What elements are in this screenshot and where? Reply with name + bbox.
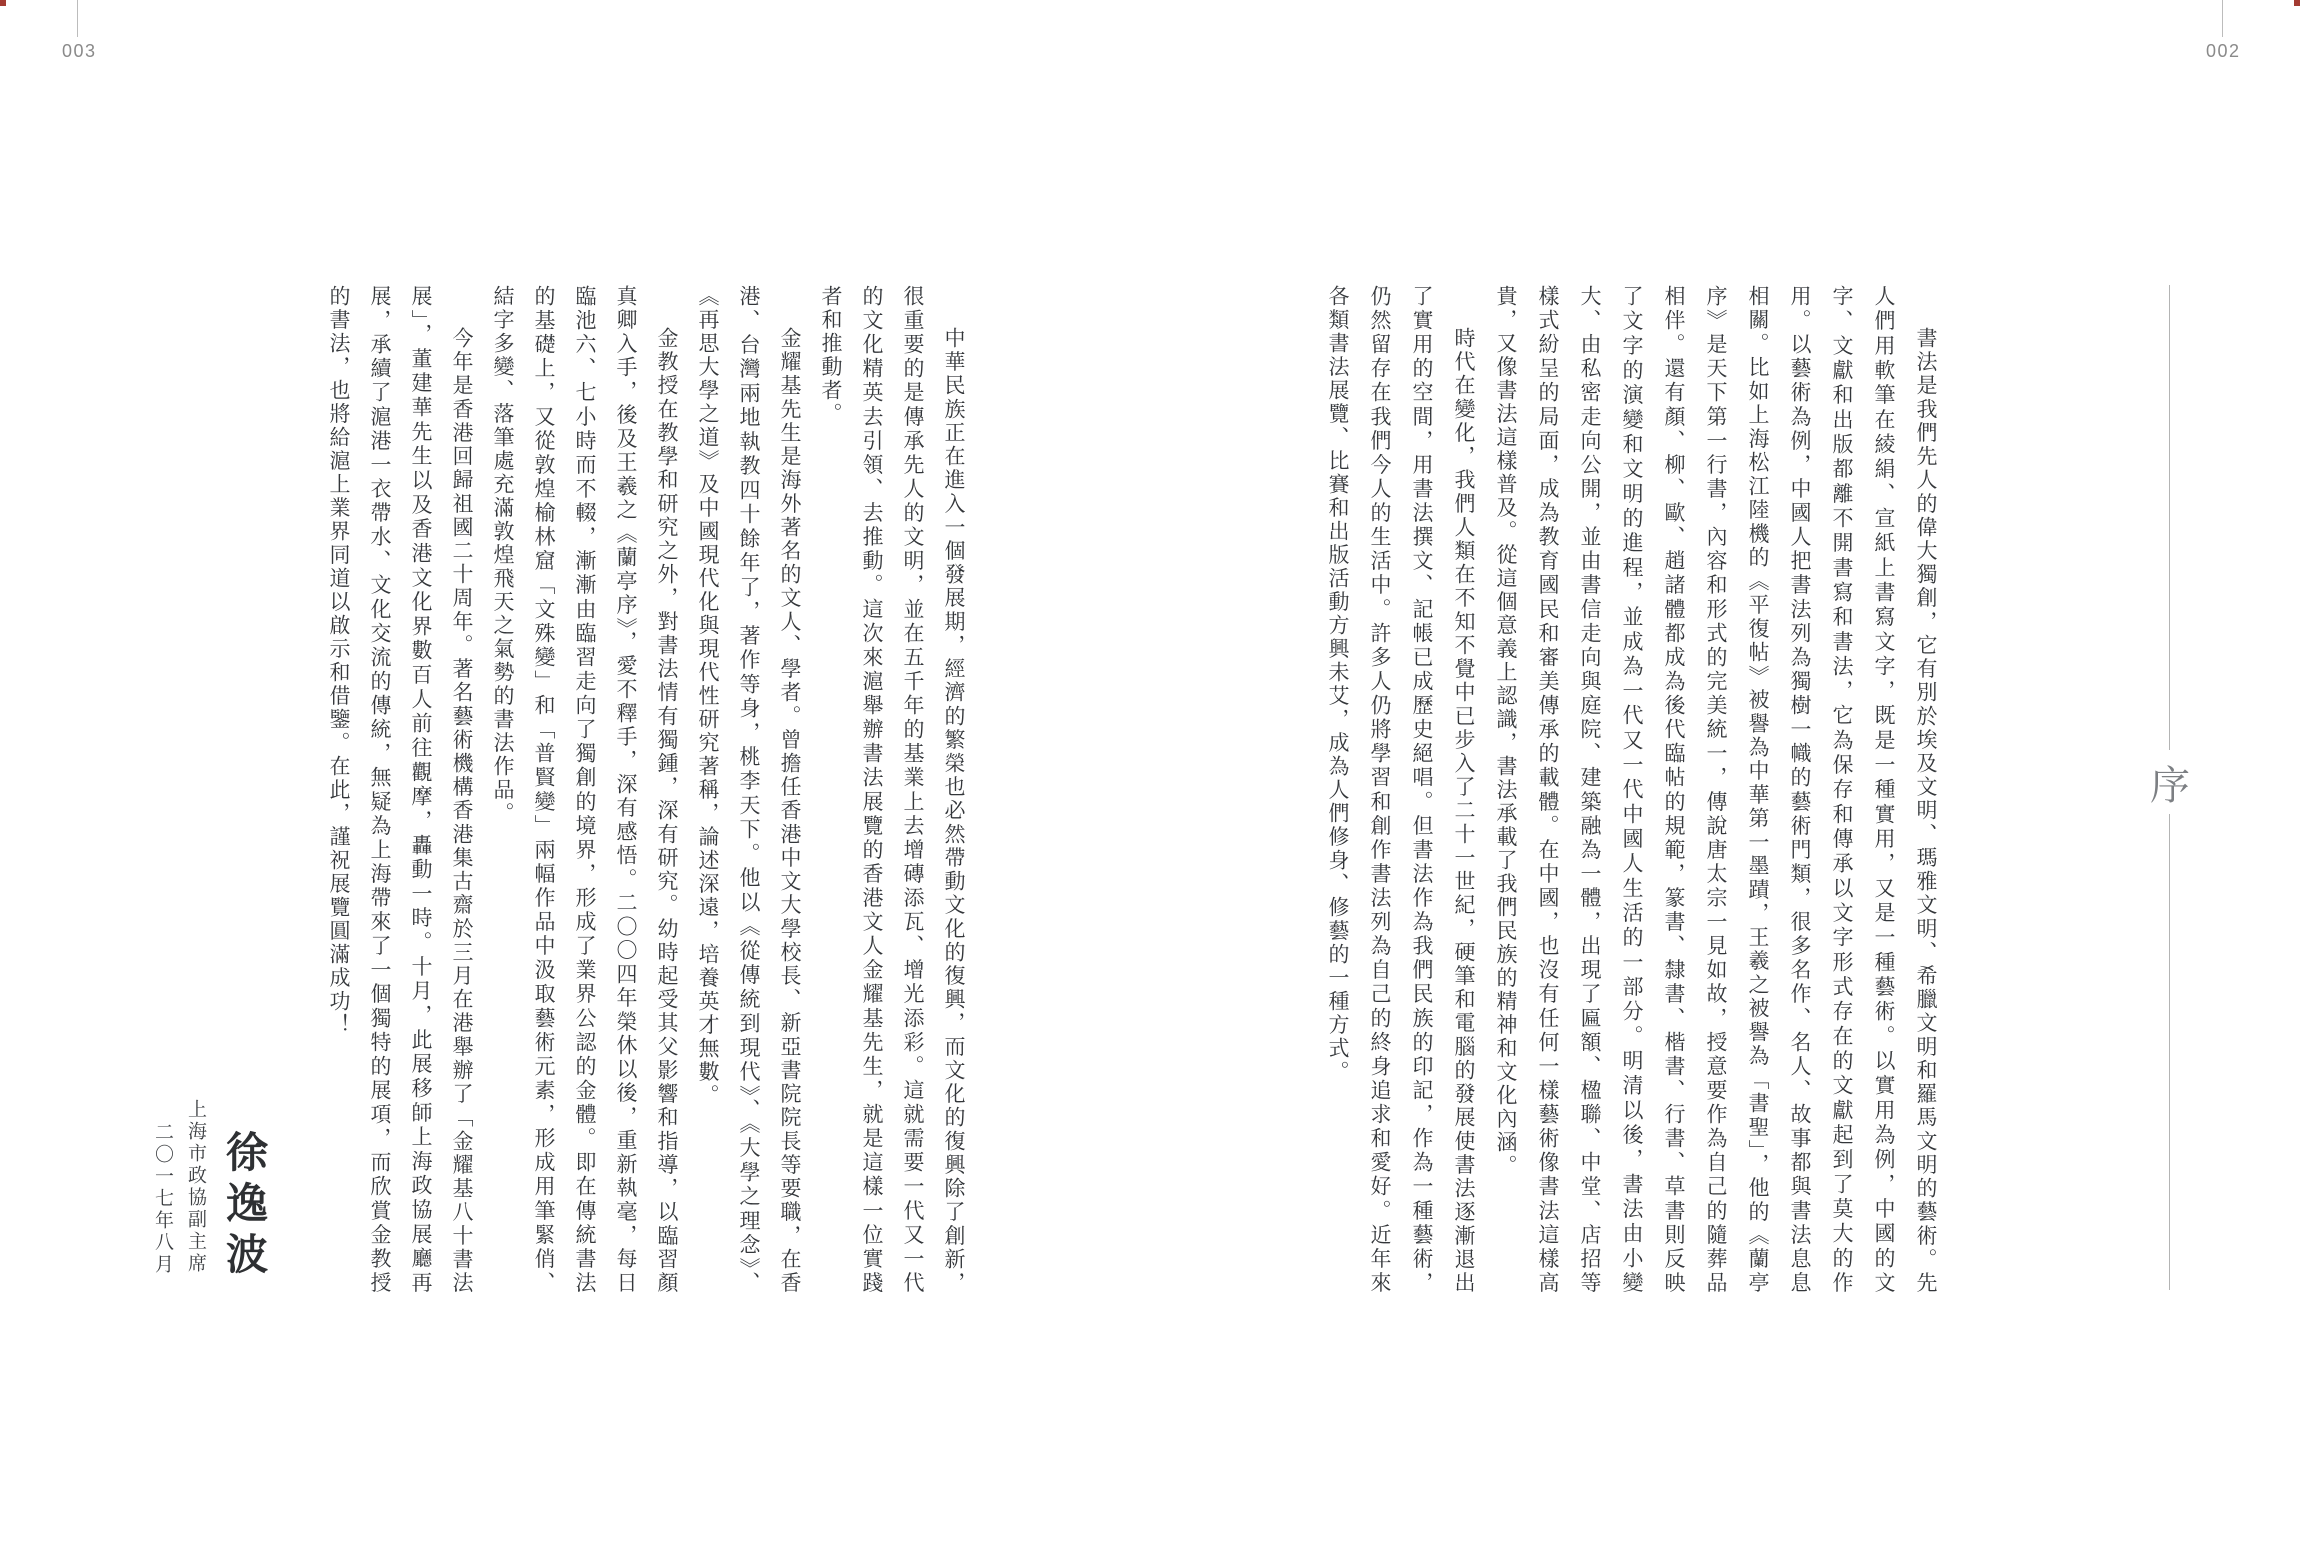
page-right-text [1315,285,1947,1295]
signature-date: 二〇一七年八月 [152,1122,173,1276]
paragraph: 中華民族正在進入一個發展期，經濟的繁榮也必然帶動文化的復興，而文化的復興除了創新，很重要的是傳承先人的文明，並在五千年的基業上去增磚添瓦、增光添彩。這就需要一代又一代的文化精英去引領、去推動。這次來滬舉辦書法展覽的香港文人金耀基先生，就是這樣一位實踐者和推動者。 [819,285,966,1295]
corner-mark-icon [0,0,6,6]
paragraph: 書法是我們先人的偉大獨創，它有別於埃及文明、瑪雅文明、希臘文明和羅馬文明的藝術。先人們用軟筆在綾絹、宣紙上書寫文字，既是一種實用，又是一種藝術。以實用為例，中國的文字、文獻和出版都離不開書寫和書法，它為保存和傳承以文字形式存在的文獻起到了莫大的作用。以藝術為例，中國人把書法列為獨樹一幟的藝術門類，很多名作、名人、故事都與書法息息相關。比如上海松江陸機的《平復帖》被譽為中華第一墨蹟，王羲之被譽為「書聖」，他的《蘭亭序》是天下第一行書，內容和形式的完美統一，傳說唐太宗一見如故，授意要作為自己的隨葬品相伴。還有顏、柳、歐、趙諸體都成為後代臨帖的規範，篆書、隸書、楷書、行書、草書則反映了文字的演變和文明的進程，並成為一代又一代中國人生活的一部分。明清以後，書法由小變大、由私密走向公開，並由書信走向與庭院、建築融為一體，出現了匾額、楹聯、中堂、店招等樣式紛呈的局面，成為教育國民和審美傳承的載體。在中國，也沒有任何一樣藝術像書法這樣高貴，又像書法這樣普及。從這個意義上認識，書法承載了我們民族的精神和文化內涵。 [1494,285,1938,1295]
folio-rule [77,0,78,37]
page-number-left: 003 [62,41,97,61]
signature-name: 徐逸波 [220,1130,266,1283]
paragraph: 金耀基先生是海外著名的文人、學者。曾擔任香港中文大學校長、新亞書院院長等要職，在香港、台灣兩地執教四十餘年了，著作等身，桃李天下。他以《從傳統到現代》、《大學之理念》、《再思大學之道》及中國現代化與現代性研究著稱，論述深遠，培養英才無數。 [696,285,802,1295]
paragraph: 金教授在教學和研究之外，對書法情有獨鍾，深有研究。幼時起受其父影響和指導，以臨習顏真卿入手，後及王羲之《蘭亭序》，愛不釋手，深有感悟。二〇〇四年榮休以後，重新執毫，每日臨池六、七小時而不輟，漸漸由臨習走向了獨創的境界，形成了業界公認的金體。即在傳統書法的基礎上，又從敦煌榆林窟「文殊變」和「普賢變」兩幅作品中汲取藝術元素，形成用筆緊俏、結字多變、落筆處充滿敦煌飛天之氣勢的書法作品。 [491,285,679,1295]
page-left-text [316,285,974,1295]
page-number-right: 002 [2206,41,2241,61]
signature-title: 上海市政協副主席 [185,1099,206,1275]
folio-rule [2222,0,2223,37]
paragraph: 時代在變化，我們人類在不知不覺中已步入了二十一世紀，硬筆和電腦的發展使書法逐漸退出了實用的空間，用書法撰文、記帳已成歷史絕唱。但書法作為我們民族的印記，作為一種藝術，仍然留存在我們今人的生活中。許多人仍將學習和創作書法列為自己的終身追求和愛好。近年來各類書法展覽、比賽和出版活動方興未艾，成為人們修身、修藝的一種方式。 [1326,285,1476,1295]
paragraph: 今年是香港回歸祖國二十周年。著名藝術機構香港集古齋於三月在港舉辦了「金耀基八十書法展」，董建華先生以及香港文化界數百人前往觀摩，轟動一時。十月，此展移師上海政協展廳再展，承續了滬港一衣帶水、文化交流的傳統，無疑為上海帶來了一個獨特的展項，而欣賞金教授的書法，也將給滬上業界同道以啟示和借鑒。在此，謹祝展覽圓滿成功！ [327,285,474,1295]
corner-mark-icon [2294,0,2300,6]
section-title: 序 [2148,750,2192,814]
